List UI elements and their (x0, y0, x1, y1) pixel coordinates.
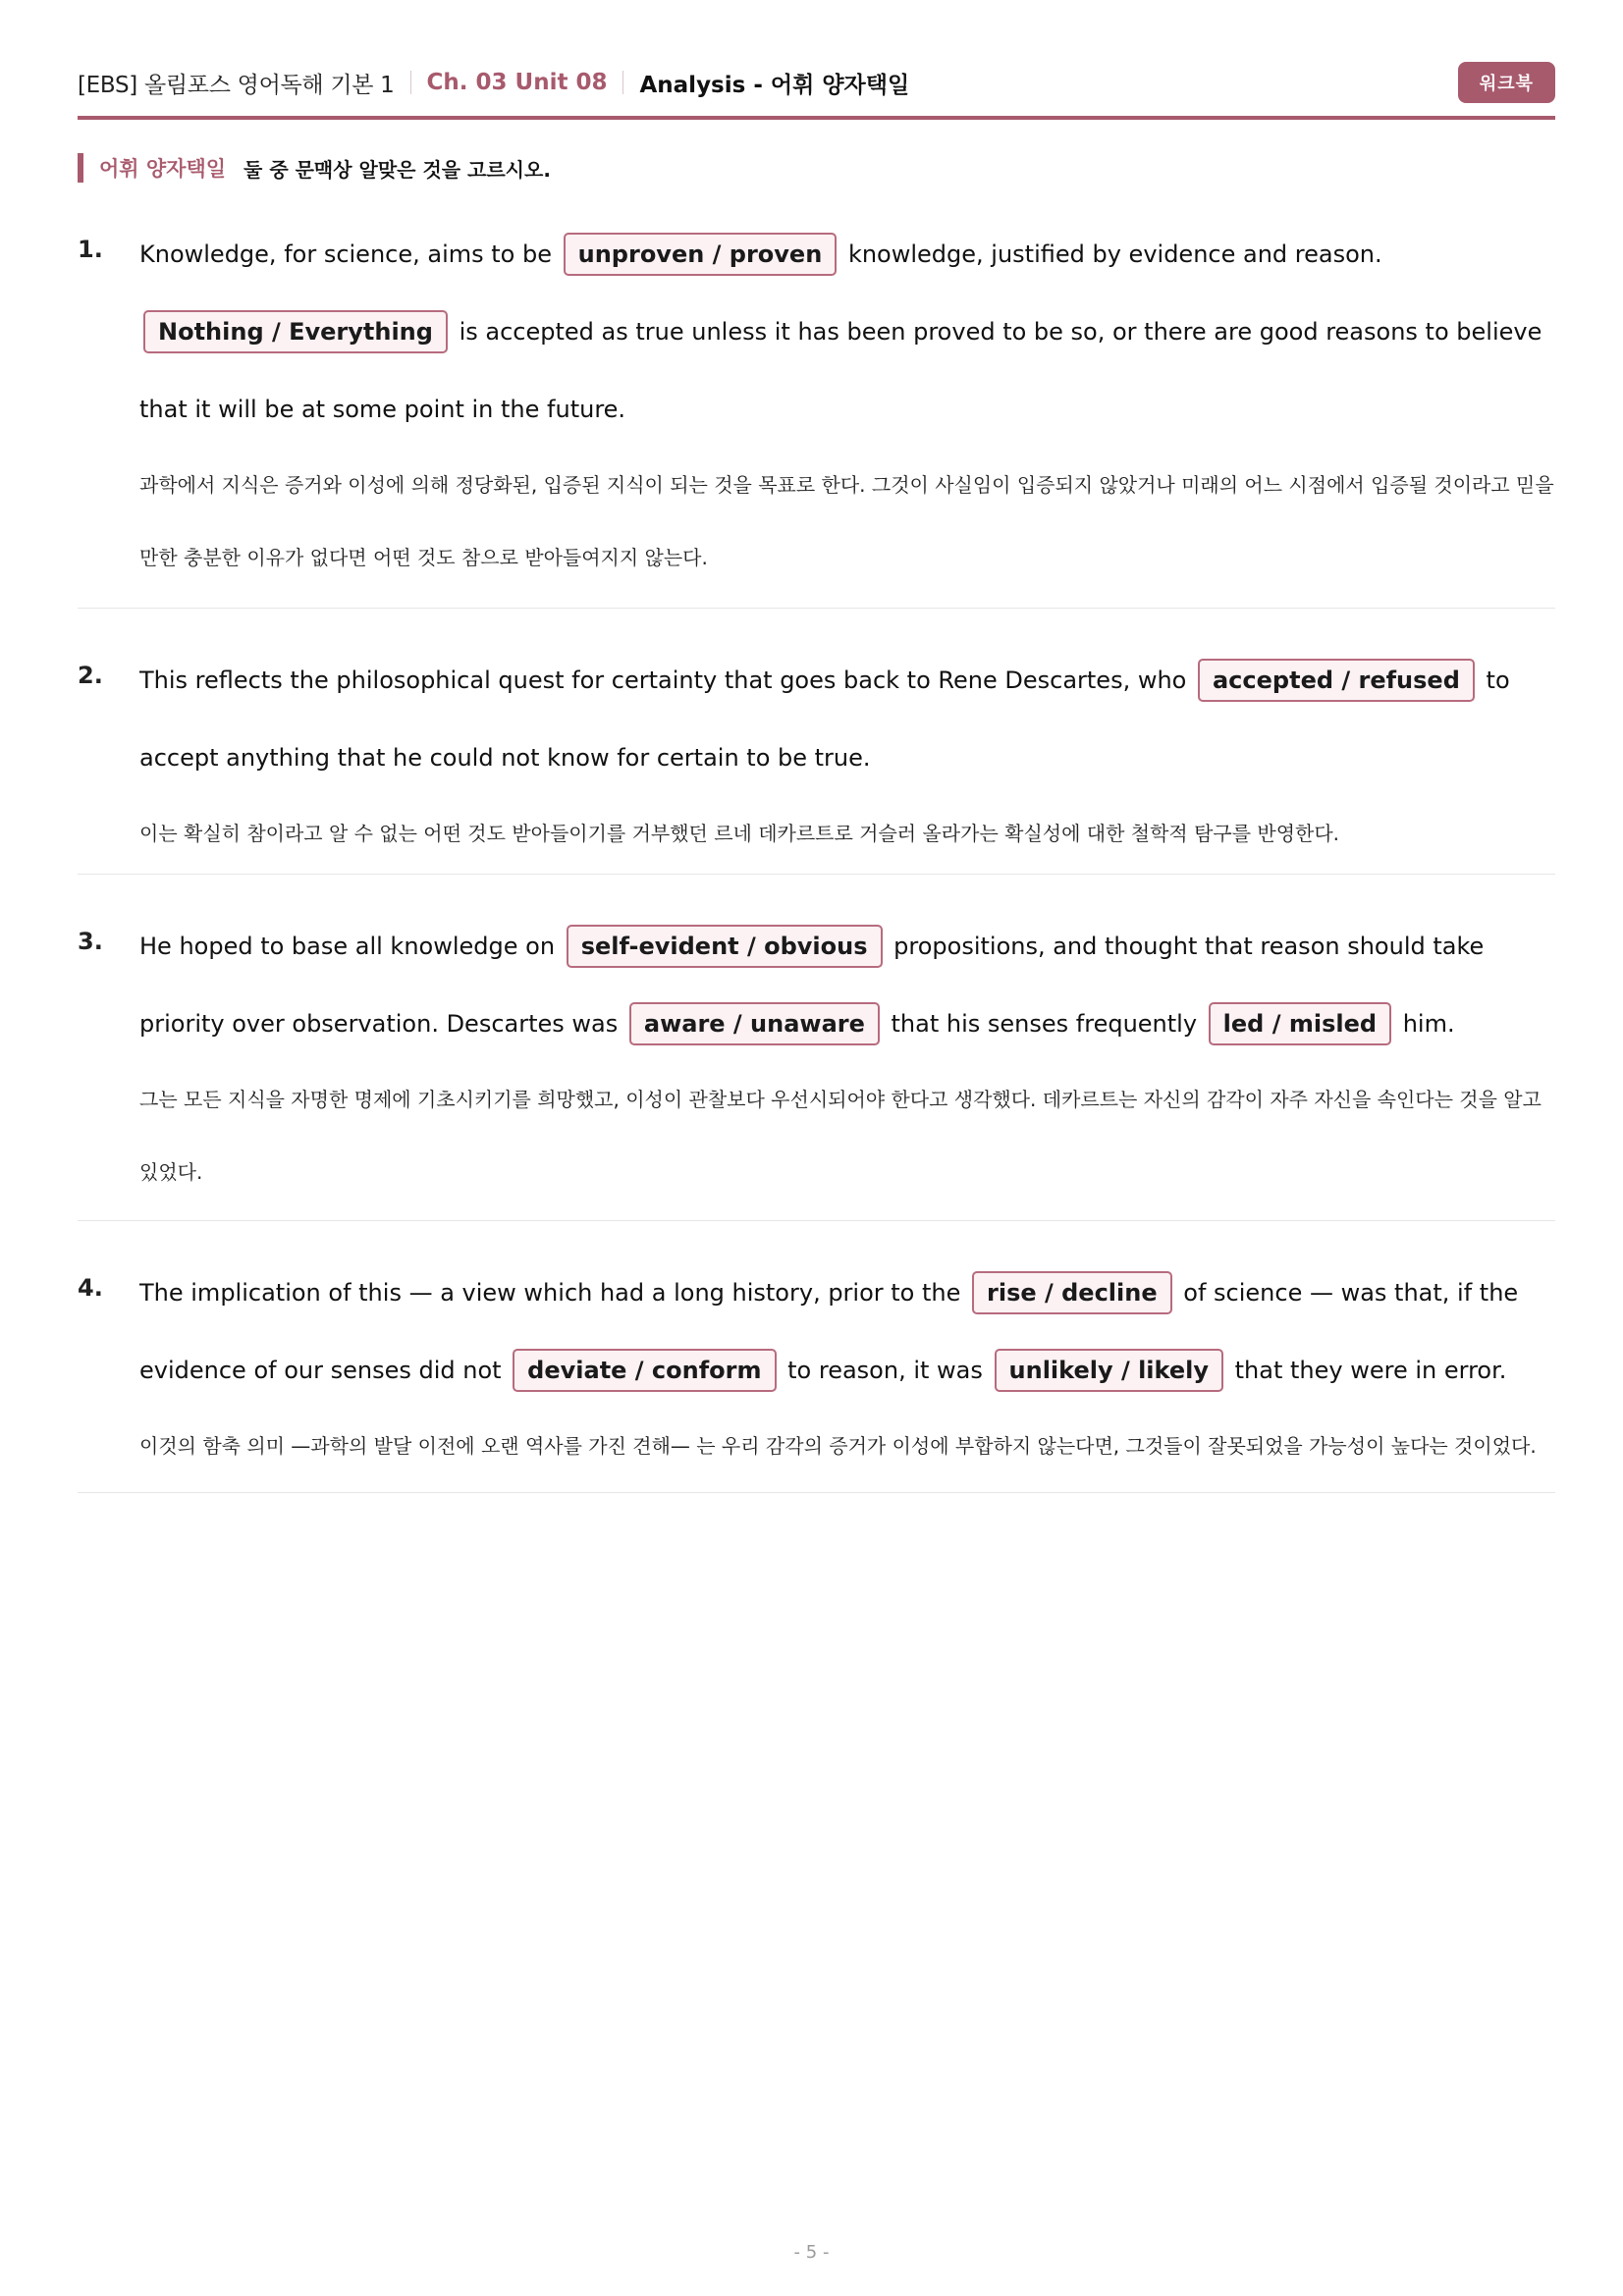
header-divider (410, 71, 411, 94)
choice-box[interactable]: unlikely / likely (995, 1349, 1223, 1392)
question-number: 3. (78, 928, 103, 955)
instruction-text: 둘 중 문맥상 알맞은 것을 고르시오. (243, 157, 551, 182)
instruction (78, 153, 1555, 183)
book-title: [EBS] 올림포스 영어독해 기본 1 (78, 72, 395, 98)
chapter-label: Ch. 03 Unit 08 (426, 70, 608, 95)
choice-box[interactable]: Nothing / Everything (143, 310, 448, 353)
question-number: 2. (78, 662, 103, 689)
header-rule (78, 116, 1555, 120)
sentence-text: is accepted as true unless it has been proved to be so, or there are good reasons to believe that it will be at some point in the future. (139, 318, 1542, 423)
choice-box[interactable]: aware / unaware (629, 1002, 880, 1045)
question-sentence (139, 1255, 1555, 1410)
sentence-text: He hoped to base all knowledge on (139, 933, 563, 960)
sentence-text: of science — was that, if the evidence of our senses did not (139, 1279, 1519, 1384)
sentence-text: to reason, it was (787, 1357, 991, 1384)
choice-box[interactable]: rise / decline (972, 1271, 1172, 1314)
korean-translation: 이것의 함축 의미 —과학의 발달 이전에 오랜 역사를 가진 견해— 는 우리 감각의 증거가 이성에 부합하지 않는다면, 그것들이 잘못되었을 가능성이 높다는 것이었다. (139, 1434, 1537, 1458)
question-sentence (139, 216, 1555, 449)
korean-translation: 그는 모든 지식을 자명한 명제에 기초시키기를 희망했고, 이성이 관찰보다 우선시되어야 한다고 생각했다. 데카르트는 자신의 감각이 자주 자신을 속인다는 것을 알고 있었다. (139, 1088, 1542, 1184)
page-header (78, 59, 1555, 106)
sentence-text: him. (1402, 1010, 1455, 1038)
sentence-text: This reflects the philosophical quest for certainty that goes back to Rene Descartes, who (139, 667, 1194, 694)
header-divider (622, 71, 623, 94)
section-title: Analysis - 어휘 양자택일 (639, 72, 910, 98)
sentence-text: to accept anything that he could not know for certain to be true. (139, 667, 1510, 772)
question-number: 4. (78, 1274, 103, 1302)
sentence-text: knowledge, justified by evidence and reason. (847, 240, 1382, 268)
question-item (78, 216, 1555, 609)
choice-box[interactable]: unproven / proven (564, 233, 838, 276)
sentence-text: propositions, and thought that reason should take priority over observation. Descartes was (139, 933, 1485, 1038)
workbook-page (78, 59, 1555, 1493)
sentence-text: that his senses frequently (891, 1010, 1205, 1038)
sentence-text: Knowledge, for science, aims to be (139, 240, 560, 268)
korean-translation: 과학에서 지식은 증거와 이성에 의해 정당화된, 입증된 지식이 되는 것을 목표로 한다. 그것이 사실임이 입증되지 않았거나 미래의 어느 시점에서 입증될 것이라고 믿을 만한 충분한 이유가 없다면 어떤 것도 참으로 받아들여지지 않는다. (139, 473, 1554, 569)
question-item (78, 1221, 1555, 1493)
question-sentence (139, 908, 1555, 1063)
question-item (78, 875, 1555, 1221)
instruction-label: 어휘 양자택일 (99, 157, 227, 181)
sentence-text: that they were in error. (1234, 1357, 1507, 1384)
page-number: - 5 - (793, 2242, 830, 2263)
choice-box[interactable]: self-evident / obvious (567, 925, 883, 968)
choice-box[interactable]: accepted / refused (1198, 659, 1475, 702)
question-item (78, 609, 1555, 875)
workbook-badge: 워크북 (1458, 62, 1555, 103)
choice-box[interactable]: led / misled (1209, 1002, 1391, 1045)
sentence-text: The implication of this — a view which had a long history, prior to the (139, 1279, 969, 1307)
choice-box[interactable]: deviate / conform (513, 1349, 776, 1392)
korean-translation: 이는 확실히 참이라고 알 수 없는 어떤 것도 받아들이기를 거부했던 르네 데카르트로 거슬러 올라가는 확실성에 대한 철학적 탐구를 반영한다. (139, 822, 1340, 845)
instruction-marker (78, 153, 83, 183)
question-number: 1. (78, 236, 103, 263)
question-sentence (139, 642, 1555, 797)
